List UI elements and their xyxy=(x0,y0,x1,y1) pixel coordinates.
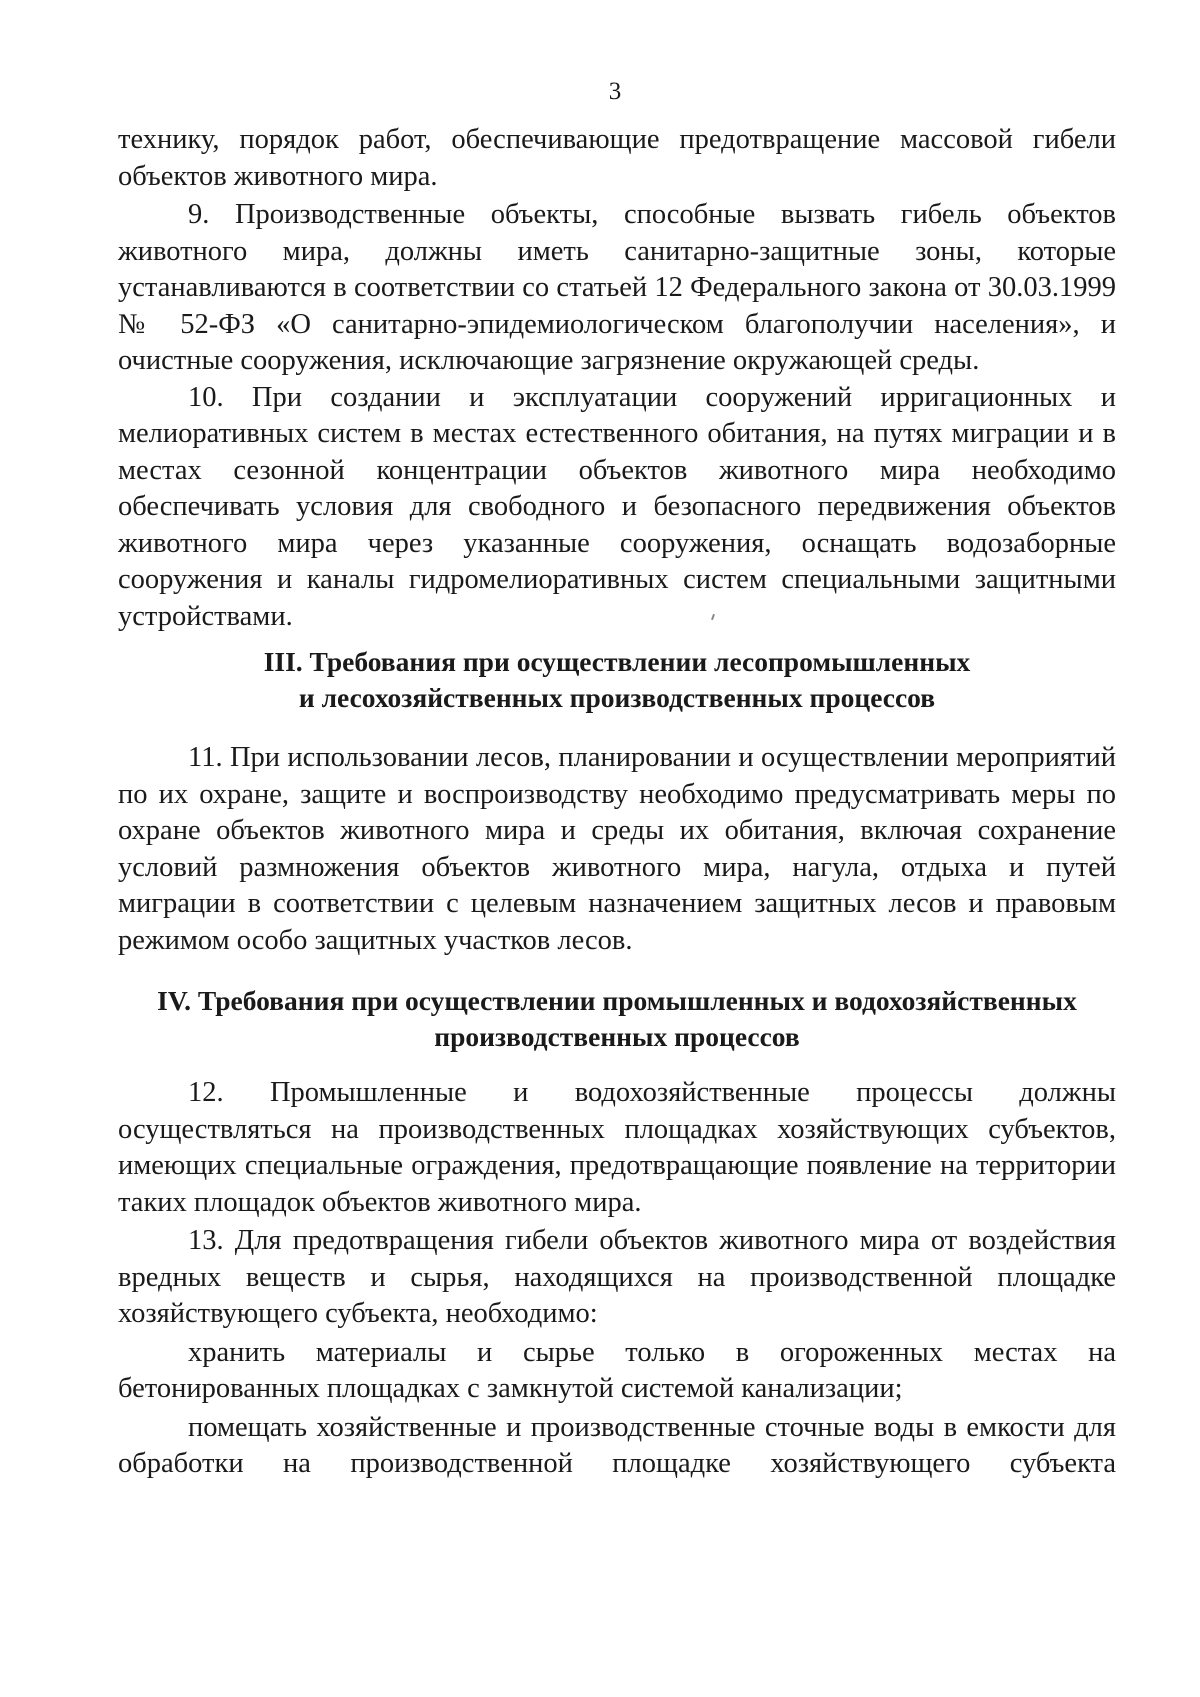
paragraph-11: 11. При использовании лесов, планировании и осуществлении мероприятий по их охране, защите и воспроизводству необходимо предусматривать меры по охране объектов животного мира и среды их обитания, включая сохранение условий размножения объектов животного мира, нагула, отдыха и путей миграции в соответствии с целевым назначением защитных лесов и правовым режимом особо защитных участков лесов. xyxy=(118,742,1116,956)
section-heading-4-line-2: производственных процессов xyxy=(434,1021,800,1052)
paragraph-13: 13. Для предотвращения гибели объектов животного мира от воздействия вредных веществ и сырья, находящихся на производственной площадке хозяйствующего субъекта, необходимо: xyxy=(118,1225,1116,1329)
page-number: 3 xyxy=(608,78,622,105)
section-heading-3-line-1: III. Требования при осуществлении лесопромышленных xyxy=(263,646,971,677)
paragraph-10: 10. При создании и эксплуатации сооружений ирригационных и мелиоративных систем в местах естественного обитания, на путях миграции и в местах сезонной концентрации объектов животного мира необходимо обеспечивать условия для свободного и безопасного передвижения объектов животного мира через указанные сооружения, оснащать водозаборные сооружения и каналы гидромелиоративных систем специальными защитными устройствами. xyxy=(118,381,1116,632)
body-block-1 xyxy=(118,122,1116,635)
body-block-2 xyxy=(118,740,1116,959)
section-heading-4 xyxy=(118,983,1116,1055)
paragraph-continuation: технику, порядок работ, обеспечивающие предотвращение массовой гибели объектов животного мира. xyxy=(118,124,1116,192)
body-block-3 xyxy=(118,1075,1116,1483)
paragraph-9: 9. Производственные объекты, способные вызвать гибель объектов животного мира, должны иметь санитарно-защитные зоны, которые устанавливаются в соответствии со статьей 12 Федерального закона от 30.03.1999 № 52-ФЗ «О санитарно-эпидемиологическом благополучии населения», и очистные сооружения, исключающие загрязнение окружающей среды. xyxy=(118,199,1116,376)
paragraph-12: 12. Промышленные и водохозяйственные процессы должны осуществляться на производственных площадках хозяйствующих субъектов, имеющих специальные ограждения, предотвращающие появление на территории таких площадок объектов животного мира. xyxy=(118,1077,1116,1218)
section-heading-3 xyxy=(118,644,1116,716)
paragraph-13-item-a: хранить материалы и сырье только в огороженных местах на бетонированных площадках с замкнутой системой канализации; xyxy=(118,1336,1116,1404)
paragraph-13-item-b: помещать хозяйственные и производственные сточные воды в емкости для обработки на производственной площадке хозяйствующего субъекта xyxy=(118,1411,1116,1479)
section-heading-3-line-2: и лесохозяйственных производственных процессов xyxy=(298,682,936,713)
section-heading-4-line-1: IV. Требования при осуществлении промышленных и водохозяйственных xyxy=(157,985,1077,1016)
